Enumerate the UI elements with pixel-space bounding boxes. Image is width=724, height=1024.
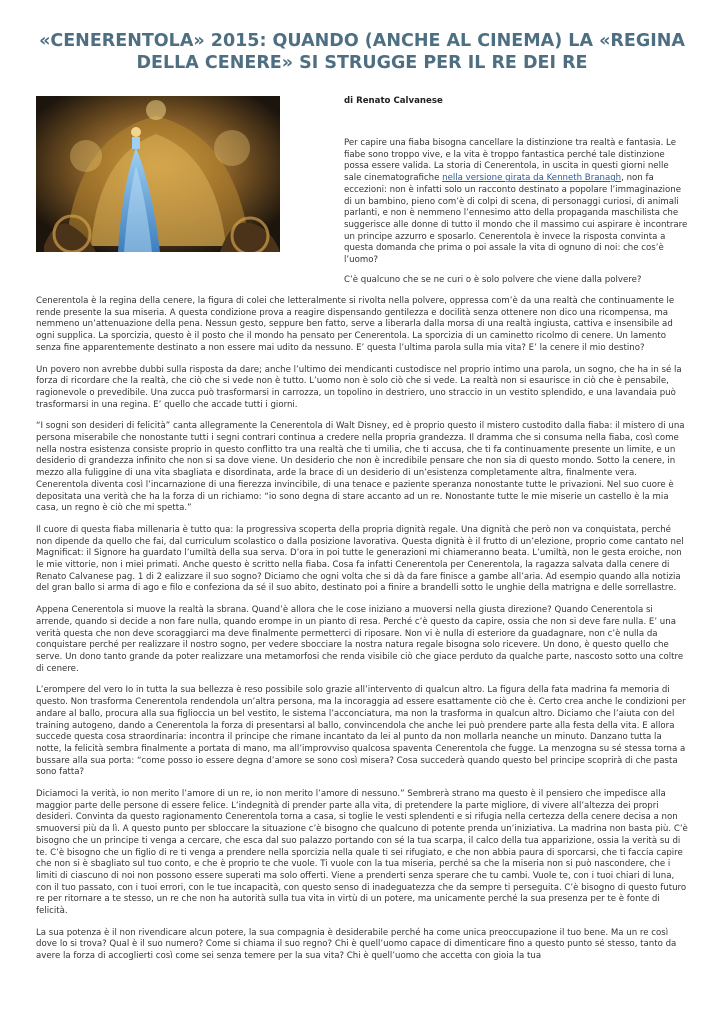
branagh-version-link[interactable]: nella versione girata da Kenneth Branagh <box>442 173 622 184</box>
body-paragraph: Un povero non avrebbe dubbi sulla risposta da dare; anche l’ultimo dei mendicanti custodisce nel proprio intimo una parola, un sogno, che ha in sé la forza di ricordare che la realtà, che ciò che si vede non è tutto. L’uomo non è solo ciò che si vede. La realtà non si esaurisce in ciò che è pensabile, ragionevole o prevedibile. Una zucca può trasformarsi in carrozza, un topolino in destriero, uno straccio in un vestito splendido, e una lavandaia può trasformarsi in una regina. E’ quello che accade tutti i giorni. <box>36 364 682 410</box>
article-body <box>36 296 688 973</box>
article-author: di Renato Calvanese <box>344 96 443 106</box>
body-paragraph: L’erompere del vero Io in tutta la sua bellezza è reso possibile solo grazie all’intervento di qualcun altro. La figura della fata madrina fa memoria di questo. Non trasforma Cenerentola rendendola un’altra persona, ma la incoraggia ad essere esattamente ciò che è. Certo crea anche le condizioni per andare al ballo, procura alla sua figlioccia un bel vestito, le sistema l’acconciatura, ma non la trasforma in qualcun altro. Diciamo che l’aiuta con del training autogeno, dando a Cenerentola la forza di presentarsi al ballo, convincendola che anche lei può prendere parte alla festa della vita. E allora succede questa cosa straordinaria: incontra il principe che rimane incantato da lei al punto da non mollarla neanche un minuto. Danzano tutta la notte, la felicità sembra finalmente a portata di mano, ma all’improvviso qualcosa spaventa Cenerentola che fugge. La menzogna su sé stessa torna a bussare alla sua porta: “come posso io essere degna d’amore se sono così misera? Cosa succederà quando questo bel principe scoprirà di che pasta sono fatta? <box>36 685 686 778</box>
intro-question: C’è qualcuno che se ne curi o è solo polvere che viene dalla polvere? <box>344 275 642 285</box>
body-paragraph: La sua potenza è il non rivendicare alcun potere, la sua compagnia è desiderabile perché ha come unica preoccupazione il tuo bene. Ma un re così dove lo si trova? Qual è il suo numero? Come si chiama il suo regno? Chi è quell’uomo capace di dimenticare fino a questo punto sé stesso, tanto da avere la forza di accoglierti così come sei senza temere per la sua vita? Chi è quell’uomo che accetta con gioia la tua <box>36 927 677 962</box>
article-title: «CENERENTOLA» 2015: QUANDO (ANCHE AL CINEMA) LA «REGINA DELLA CENERE» SI STRUGGE PER IL RE DEI RE <box>39 31 685 73</box>
photo-illustration <box>36 96 280 252</box>
article-intro <box>344 138 688 267</box>
body-paragraph: Appena Cenerentola si muove la realtà la sbrana. Quand’è allora che le cose iniziano a muoversi nella giusta direzione? Quando Cenerentola si arrende, quando si decide a non fare nulla, quando erompe in un pianto di resa. Perché c’è questo da capire, ossia che non si deve fare nulla. E’ una verità questa che non deve scoraggiarci ma deve finalmente permetterci di riposare. Non vi è nulla di esteriore da guadagnare, non c’è nulla da conquistare perché per realizzare il nostro sogno, per vedere sbocciare la nostra natura regale bisogna solo ricevere. Un dono, è questo quello che serve. Un dono tanto grande da poter realizzare una metamorfosi che renda visibile ciò che giace perduto da qualche parte, nascosto sotto una coltre di cenere. <box>36 605 684 674</box>
body-paragraph: Cenerentola è la regina della cenere, la figura di colei che letteralmente si rivolta nella polvere, oppressa com’è da una realtà che continuamente le rende presente la sua miseria. A questa condizione prova a reagire dispensando gentilezza e docilità senza ottenere non dico una ricompensa, ma nemmeno un’attenuazione della pena. Nessun gesto, seppure ben fatto, serve a liberarla dalla morsa di una realtà ingiusta, cattiva e insensibile ad ogni supplica. La sporcizia, questo è il posto che il mondo ha pensato per Cenerentola. La sporcizia di un caminetto ricolmo di cenere. Un lamento senza fine apparentemente destinato a non essere mai udito da nessuno. E’ questa l’ultima parola sulla mia vita? E’ la cenere il mio destino? <box>36 296 675 353</box>
body-paragraph: “I sogni son desideri di felicità” canta allegramente la Cenerentola di Walt Disney, ed è proprio questo il mistero custodito dalla fiaba: il mistero di una persona miserabile che nonostante tutti i segni contrari continua a credere nella propria grandezza. Il dramma che si consuma nella fiaba, così come nella nostra esistenza consiste proprio in questo conflitto tra una realtà che ti umilia, che ti accusa, che ti fa continuamente presente un limite, e un desiderio di grandezza infinito che non si sa dove viene. Un desiderio che non è incredibile pensare che non sia di questo mondo. Sotto la cenere, in mezzo alla fuliggine di una vita sbagliata e disordinata, arde la brace di un desiderio di un’esistenza completamente altra, finalmente vera. Cenerentola diventa così l’incarnazione di una fierezza invincibile, di una tenace e paziente speranza nonostante tutte le privazioni. Nel suo cuore è depositata una verità che ha la forza di un richiamo: “io sono degna di stare accanto ad un re. Nonostante tutte le mie miserie un castello è la mia casa, un regno è ciò che mi spetta.” <box>36 421 685 514</box>
body-paragraph: Il cuore di questa fiaba millenaria è tutto qua: la progressiva scoperta della propria dignità regale. Una dignità che però non va conquistata, perché non dipende da quello che fai, dal curriculum scolastico o dalla posizione lavorativa. Questa dignità è il frutto di un’elezione, proprio come cantato nel Magnificat: il Signore ha guardato l’umiltà della sua serva. D’ora in poi tutte le generazioni mi chiameranno beata. L’umiltà, non le gesta eroiche, non le mie vittorie, non i miei primati. Anche questo è scritto nella fiaba. Cosa fa infatti Cenerentola per Cenerentola, la ragazza salvata dalla cenere di Renato Calvanese pag. 1 di 2 ealizzare il suo sogno? Diciamo che ogni volta che si dà da fare finisce a gambe all’aria. Ad esempio quando alla notizia del gran ballo si arma di ago e filo e confeziona da sé il suo abito, destinato poi a finire a brandelli sotto le unghie della matrigna e delle sorrellastre. <box>36 524 684 594</box>
cinderella-carriage-photo <box>36 96 280 252</box>
body-paragraph: Diciamoci la verità, io non merito l’amore di un re, io non merito l’amore di nessuno.” Sembrerà strano ma questo è il pensiero che impedisce alla maggior parte delle persone di essere felice. L’indegnità di prender parte alla vita, di pretendere la parte migliore, di vivere all’altezza dei propri desideri. Convinta da questo ragionamento Cenerentola torna a casa, si toglie le vesti splendenti e si rifugia nella certezza della cenere decisa a non smuoversi più da lì. A questo punto per sbloccare la situazione c’è bisogno che qualcuno di potente prenda un’iniziativa. La madrina non basta più. C’è bisogno che un principe ti venga a cercare, che esca dal suo palazzo portando con sé la tua scarpa, il calco della tua apparizione, ossia la verità su di te. C’è bisogno che un figlio di re ti venga a prendere nella sporcizia nella quale ti sei rifugiato, e che non abbia paura di sporcarsi, che ti faccia capire che non si è sbagliato sul tuo conto, e che è proprio te che vuole. Ti vuole con la tua miseria, perché sa che la miseria non si può nascondere, che i limiti di ciascuno di noi non possono essere superati ma solo offerti. Viene a prenderti senza sperare che tu cambi. Vuole te, con i tuoi chiari di luna, con il tuo passato, con i tuoi errori, con le tue incapacità, con questo senso di inadeguatezza che da sempre ti perseguita. C’è bisogno di questo futuro re per ritornare a te stesso, un re che non ha autorità sulla tua vita in virtù di un potere, ma unicamente perché la sua presenza per te è fonte di felicità. <box>36 789 688 917</box>
intro-text-end: , non fa eccezioni: non è infatti solo un racconto destinato a popolare l’immaginazione di un bambino, pieno com’è di colpi di scena, di personaggi curiosi, di animali parlanti, e non è nemmeno l’ennesimo atto della propaganda maschilista che suggerisce alle donne di tutto il mondo che il massimo cui aspirare è incontrare un principe azzurro e sposarlo. Cenerentola è invece la risposta convinta a questa domanda che prima o poi assale la vita di ognuno di noi: che cos’è l’uomo? <box>344 173 688 266</box>
intro-text-start: Per capire una fiaba bisogna cancellare la distinzione tra realtà e fantasia. Le fiabe sono troppo vive, e la vita è troppo fantastica perché tale distinzione possa essere valida. La storia di Cenerentola, in uscita in questi giorni nelle sale cinematografiche <box>344 138 676 184</box>
